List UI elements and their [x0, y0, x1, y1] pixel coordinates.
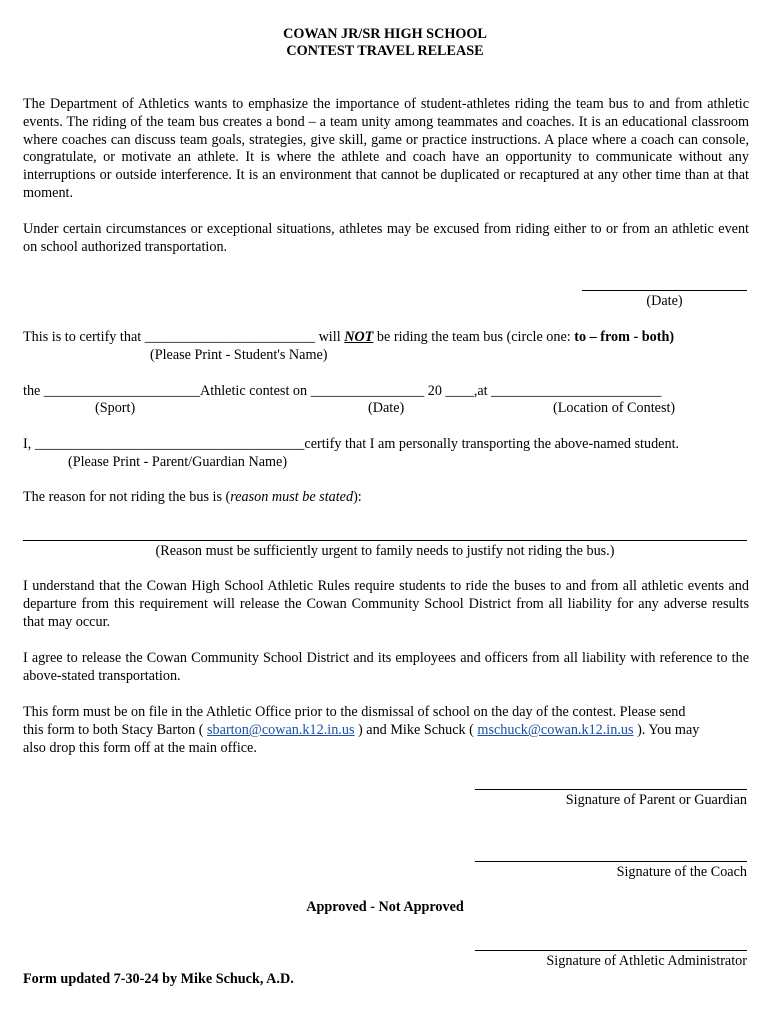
parent-line [23, 436, 679, 454]
not-emphasis: NOT [344, 329, 374, 345]
submit-text-a: this form to both Stacy Barton ( [23, 722, 208, 738]
submit-line-1: This form must be on file in the Athletic Office prior to the dismissal of school on the day of the contest. Please send [23, 704, 686, 720]
school-name: COWAN JR/SR HIGH SCHOOL [283, 26, 487, 42]
contest-the: the [23, 383, 41, 399]
year-prefix: 20 [427, 383, 442, 399]
student-name-blank[interactable]: ________________________ [144, 329, 316, 345]
certify-suffix: be riding the team bus (circle one: [376, 329, 571, 345]
parent-name-label: (Please Print - Parent/Guardian Name) [68, 454, 288, 470]
year-blank[interactable]: ____ [445, 383, 474, 399]
certify-line [23, 329, 674, 347]
reason-prefix: The reason for not riding the bus is ( [23, 489, 231, 505]
parent-name-blank[interactable]: ______________________________________ [34, 436, 305, 452]
parent-statement: certify that I am personally transporting the above-named student. [304, 436, 680, 452]
coach-signature-line[interactable] [475, 861, 747, 862]
parent-signature-line[interactable] [475, 789, 747, 790]
submit-line-3: also drop this form off at the main office. [23, 740, 257, 756]
sport-blank[interactable]: ______________________ [43, 383, 200, 399]
rules-paragraph: I understand that the Cowan High School Athletic Rules require students to ride the buses to and from all athletic events and departure from this requirement will release the Cowan Community School District from all liability for any adverse results that may occur. [23, 578, 749, 630]
at-text: ,at [473, 383, 488, 399]
admin-signature-line[interactable] [475, 950, 747, 951]
date-label: (Date) [646, 293, 683, 309]
circumstances-paragraph: Under certain circumstances or exceptional situations, athletes may be excused from riding either to or from an athletic event on school authorized transportation. [23, 221, 749, 255]
location-blank[interactable]: ________________________ [491, 383, 662, 399]
parent-signature-label: Signature of Parent or Guardian [565, 792, 747, 808]
submit-text-b: ) and Mike Schuck ( [354, 722, 478, 738]
reason-line[interactable] [23, 540, 747, 541]
date-signature-line[interactable] [582, 290, 747, 291]
location-label: (Location of Contest) [553, 400, 676, 416]
email-link-barton[interactable]: sbarton@cowan.k12.in.us [207, 722, 355, 738]
form-updated-note: Form updated 7-30-24 by Mike Schuck, A.D. [23, 971, 294, 987]
parent-i: I, [23, 436, 32, 452]
email-link-schuck[interactable]: mschuck@cowan.k12.in.us [477, 722, 634, 738]
certify-prefix: This is to certify that [23, 329, 142, 345]
reason-italic: reason must be stated [230, 489, 354, 505]
release-paragraph: I agree to release the Cowan Community School District and its employees and officers from all liability with reference to the above-stated transportation. [23, 650, 749, 684]
reason-prompt [23, 489, 362, 507]
submit-line-2 [23, 722, 699, 740]
reason-note: (Reason must be sufficiently urgent to family needs to justify not riding the bus.) [155, 543, 615, 559]
contest-line [23, 383, 661, 401]
sport-label: (Sport) [95, 400, 136, 416]
certify-will: will [318, 329, 341, 345]
form-title: CONTEST TRAVEL RELEASE [286, 43, 484, 59]
intro-paragraph: The Department of Athletics wants to emphasize the importance of student-athletes riding the team bus to and from athletic events. The riding of the team bus creates a bond – a team unity among teammates and coaches. It is an educational classroom where coaches can discuss team goals, strategies, give skill, game or practice instructions. A place where a coach can console, congratulate, or motivate an athlete. It is where the athlete and coach have an opportunity to communicate without any interruptions or outside interference. It is an environment that cannot be duplicated or recaptured at any other time than at that moment. [23, 96, 749, 201]
approval-status[interactable]: Approved - Not Approved [306, 899, 464, 915]
student-name-label: (Please Print - Student's Name) [150, 347, 328, 363]
contest-date-label: (Date) [368, 400, 405, 416]
coach-signature-label: Signature of the Coach [616, 864, 747, 880]
contest-date-blank[interactable]: ________________ [310, 383, 425, 399]
admin-signature-label: Signature of Athletic Administrator [546, 953, 747, 969]
contest-on-text: Athletic contest on [199, 383, 308, 399]
reason-suffix: ): [353, 489, 362, 505]
submit-text-c: ). You may [633, 722, 700, 738]
circle-options[interactable]: to – from - both) [574, 329, 675, 345]
